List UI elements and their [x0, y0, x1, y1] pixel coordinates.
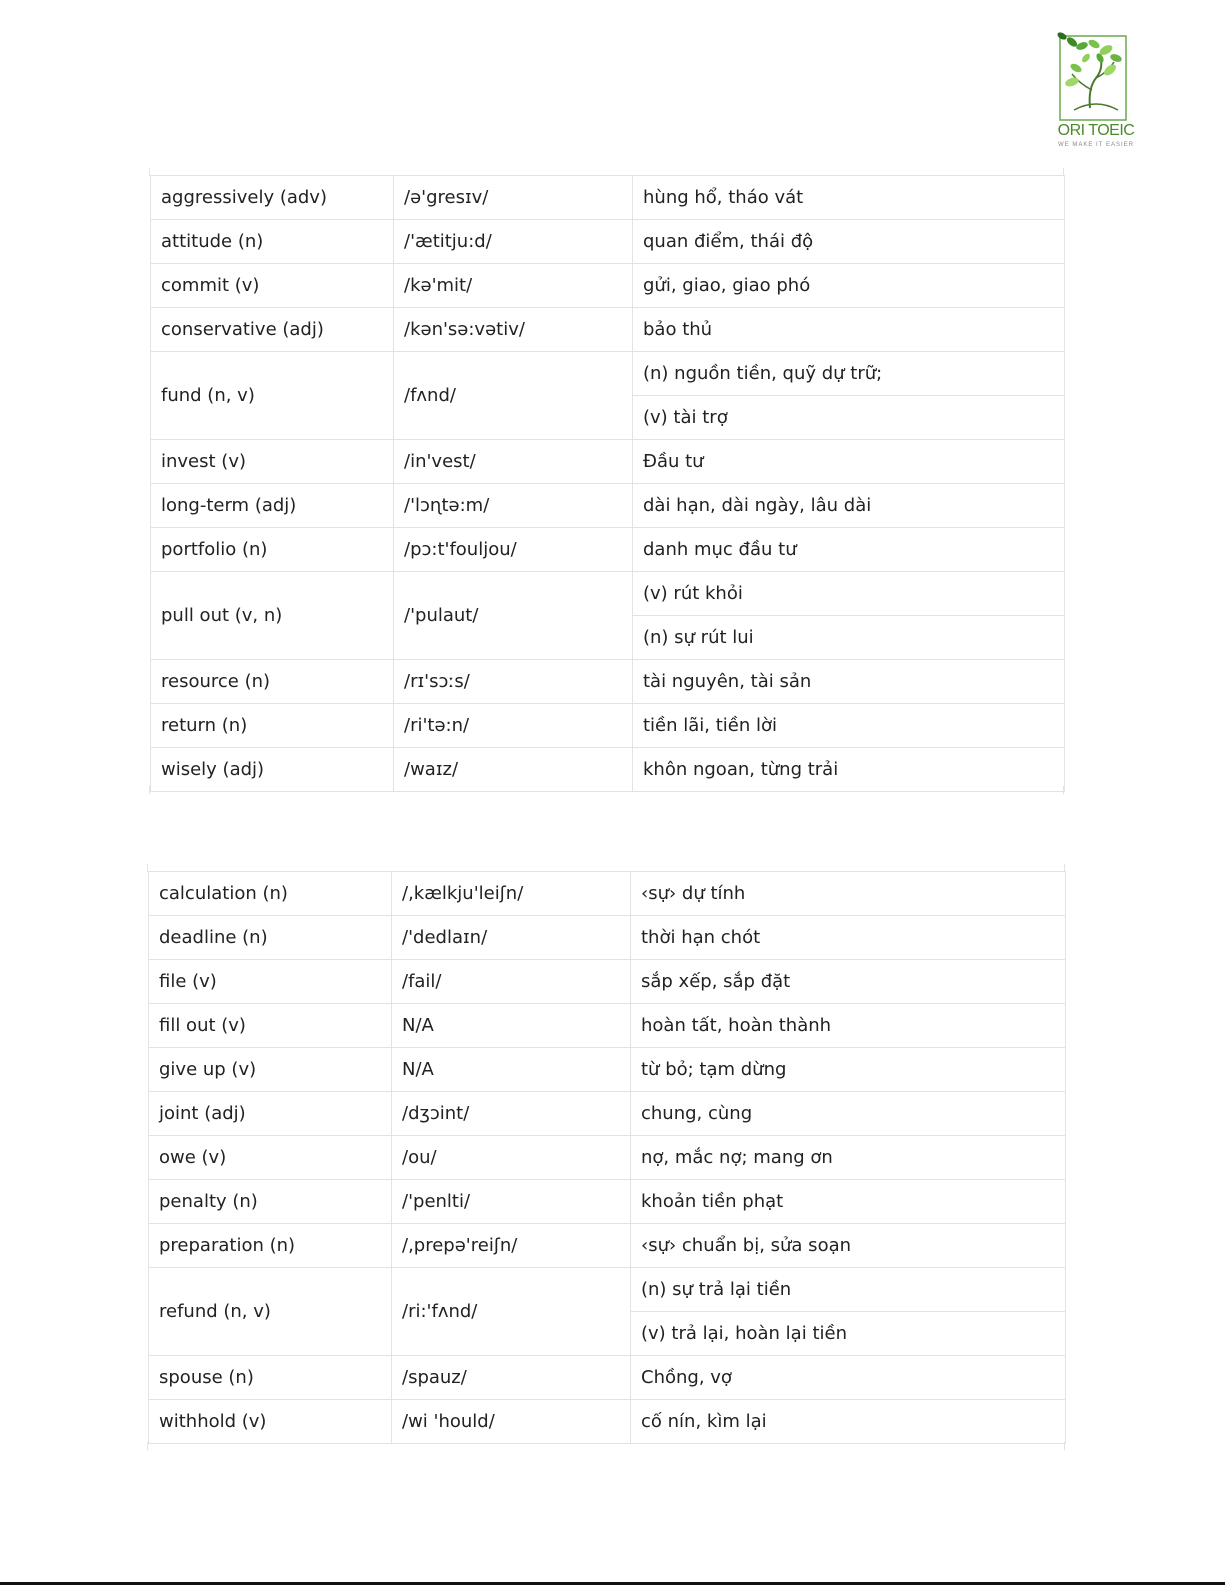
vocabulary-table-2: [148, 871, 1066, 1444]
ipa-cell: N/A: [392, 1004, 631, 1048]
vocabulary-table-1: [150, 175, 1065, 792]
word-cell: fund (n, v): [151, 352, 394, 440]
word-cell: long-term (adj): [151, 484, 394, 528]
table-row: [149, 1004, 1066, 1048]
table-row: [149, 1356, 1066, 1400]
logo-brand: ORI TOEIC: [1057, 122, 1135, 139]
meaning-cell: ‹sự› chuẩn bị, sửa soạn: [631, 1224, 1066, 1268]
table-row: [151, 660, 1065, 704]
meaning-cell: Chồng, vợ: [631, 1356, 1066, 1400]
meaning-cell: khoản tiền phạt: [631, 1180, 1066, 1224]
word-cell: owe (v): [149, 1136, 392, 1180]
word-cell: preparation (n): [149, 1224, 392, 1268]
table-row: [151, 484, 1065, 528]
word-cell: withhold (v): [149, 1400, 392, 1444]
meaning-cell: tài nguyên, tài sản: [633, 660, 1065, 704]
ipa-cell: /,kælkju'leiʃn/: [392, 872, 631, 916]
table-row: [151, 704, 1065, 748]
ipa-cell: /'penlti/: [392, 1180, 631, 1224]
meaning-cell: bảo thủ: [633, 308, 1065, 352]
ipa-cell: /fʌnd/: [394, 352, 633, 440]
tree-logo-icon: [1052, 28, 1140, 122]
word-cell: spouse (n): [149, 1356, 392, 1400]
meaning-cell: gửi, giao, giao phó: [633, 264, 1065, 308]
word-cell: give up (v): [149, 1048, 392, 1092]
ipa-cell: /,prepə'reiʃn/: [392, 1224, 631, 1268]
table-row: [151, 572, 1065, 616]
meaning-cell: dài hạn, dài ngày, lâu dài: [633, 484, 1065, 528]
table-row: [151, 308, 1065, 352]
meaning-cell: hùng hổ, tháo vát: [633, 176, 1065, 220]
table-row: [151, 220, 1065, 264]
meaning-cell: (n) nguồn tiền, quỹ dự trữ;: [633, 352, 1065, 396]
ipa-cell: /pɔ:t'fouljou/: [394, 528, 633, 572]
meaning-cell: nợ, mắc nợ; mang ơn: [631, 1136, 1066, 1180]
meaning-cell: cố nín, kìm lại: [631, 1400, 1066, 1444]
logo-tagline: WE MAKE IT EASIER: [1058, 142, 1134, 148]
ipa-cell: /ri'tə:n/: [394, 704, 633, 748]
table-row: [149, 1180, 1066, 1224]
meaning-cell: ‹sự› dự tính: [631, 872, 1066, 916]
table-row: [149, 1268, 1066, 1312]
meaning-cell: tiền lãi, tiền lời: [633, 704, 1065, 748]
ipa-cell: /ou/: [392, 1136, 631, 1180]
meaning-cell: thời hạn chót: [631, 916, 1066, 960]
meaning-cell: (v) tài trợ: [633, 396, 1065, 440]
ipa-cell: /dʒɔint/: [392, 1092, 631, 1136]
word-cell: file (v): [149, 960, 392, 1004]
meaning-cell: hoàn tất, hoàn thành: [631, 1004, 1066, 1048]
table-edge: [1064, 864, 1065, 872]
word-cell: fill out (v): [149, 1004, 392, 1048]
meaning-cell: (v) trả lại, hoàn lại tiền: [631, 1312, 1066, 1356]
ipa-cell: /ə'gresɪv/: [394, 176, 633, 220]
ipa-cell: /'dedlaɪn/: [392, 916, 631, 960]
ipa-cell: /'lɔɳtə:m/: [394, 484, 633, 528]
table-row: [149, 1048, 1066, 1092]
ipa-cell: /fail/: [392, 960, 631, 1004]
word-cell: conservative (adj): [151, 308, 394, 352]
word-cell: commit (v): [151, 264, 394, 308]
meaning-cell: khôn ngoan, từng trải: [633, 748, 1065, 792]
meaning-cell: chung, cùng: [631, 1092, 1066, 1136]
ipa-cell: /kən'sə:vətiv/: [394, 308, 633, 352]
table-row: [151, 176, 1065, 220]
word-cell: deadline (n): [149, 916, 392, 960]
table-edge: [147, 864, 148, 872]
meaning-cell: sắp xếp, sắp đặt: [631, 960, 1066, 1004]
table-edge: [147, 1442, 148, 1450]
table-row: [151, 528, 1065, 572]
ipa-cell: N/A: [392, 1048, 631, 1092]
table-edge: [149, 786, 150, 794]
table-row: [151, 748, 1065, 792]
word-cell: aggressively (adv): [151, 176, 394, 220]
table-row: [151, 264, 1065, 308]
ipa-cell: /wi 'hould/: [392, 1400, 631, 1444]
word-cell: portfolio (n): [151, 528, 394, 572]
ipa-cell: /waɪz/: [394, 748, 633, 792]
word-cell: refund (n, v): [149, 1268, 392, 1356]
word-cell: joint (adj): [149, 1092, 392, 1136]
word-cell: resource (n): [151, 660, 394, 704]
table-edge: [149, 168, 150, 176]
word-cell: return (n): [151, 704, 394, 748]
ipa-cell: /spauz/: [392, 1356, 631, 1400]
word-cell: invest (v): [151, 440, 394, 484]
ipa-cell: /'ætitju:d/: [394, 220, 633, 264]
ipa-cell: /ri:'fʌnd/: [392, 1268, 631, 1356]
table-edge: [1063, 168, 1064, 176]
meaning-cell: từ bỏ; tạm dừng: [631, 1048, 1066, 1092]
ipa-cell: /in'vest/: [394, 440, 633, 484]
table-row: [149, 1400, 1066, 1444]
meaning-cell: (v) rút khỏi: [633, 572, 1065, 616]
table-row: [151, 440, 1065, 484]
table-edge: [1063, 786, 1064, 794]
ipa-cell: /'pulaut/: [394, 572, 633, 660]
meaning-cell: danh mục đầu tư: [633, 528, 1065, 572]
table-row: [151, 352, 1065, 396]
table-row: [149, 916, 1066, 960]
table-row: [149, 1092, 1066, 1136]
word-cell: penalty (n): [149, 1180, 392, 1224]
table-edge: [1064, 1442, 1065, 1450]
meaning-cell: quan điểm, thái độ: [633, 220, 1065, 264]
ipa-cell: /kə'mit/: [394, 264, 633, 308]
table-row: [149, 1224, 1066, 1268]
table-row: [149, 960, 1066, 1004]
word-cell: attitude (n): [151, 220, 394, 264]
ori-toeic-logo: [1052, 28, 1140, 150]
table-row: [149, 872, 1066, 916]
word-cell: calculation (n): [149, 872, 392, 916]
meaning-cell: (n) sự rút lui: [633, 616, 1065, 660]
meaning-cell: (n) sự trả lại tiền: [631, 1268, 1066, 1312]
meaning-cell: Đầu tư: [633, 440, 1065, 484]
word-cell: pull out (v, n): [151, 572, 394, 660]
word-cell: wisely (adj): [151, 748, 394, 792]
ipa-cell: /rɪ'sɔːs/: [394, 660, 633, 704]
table-row: [149, 1136, 1066, 1180]
